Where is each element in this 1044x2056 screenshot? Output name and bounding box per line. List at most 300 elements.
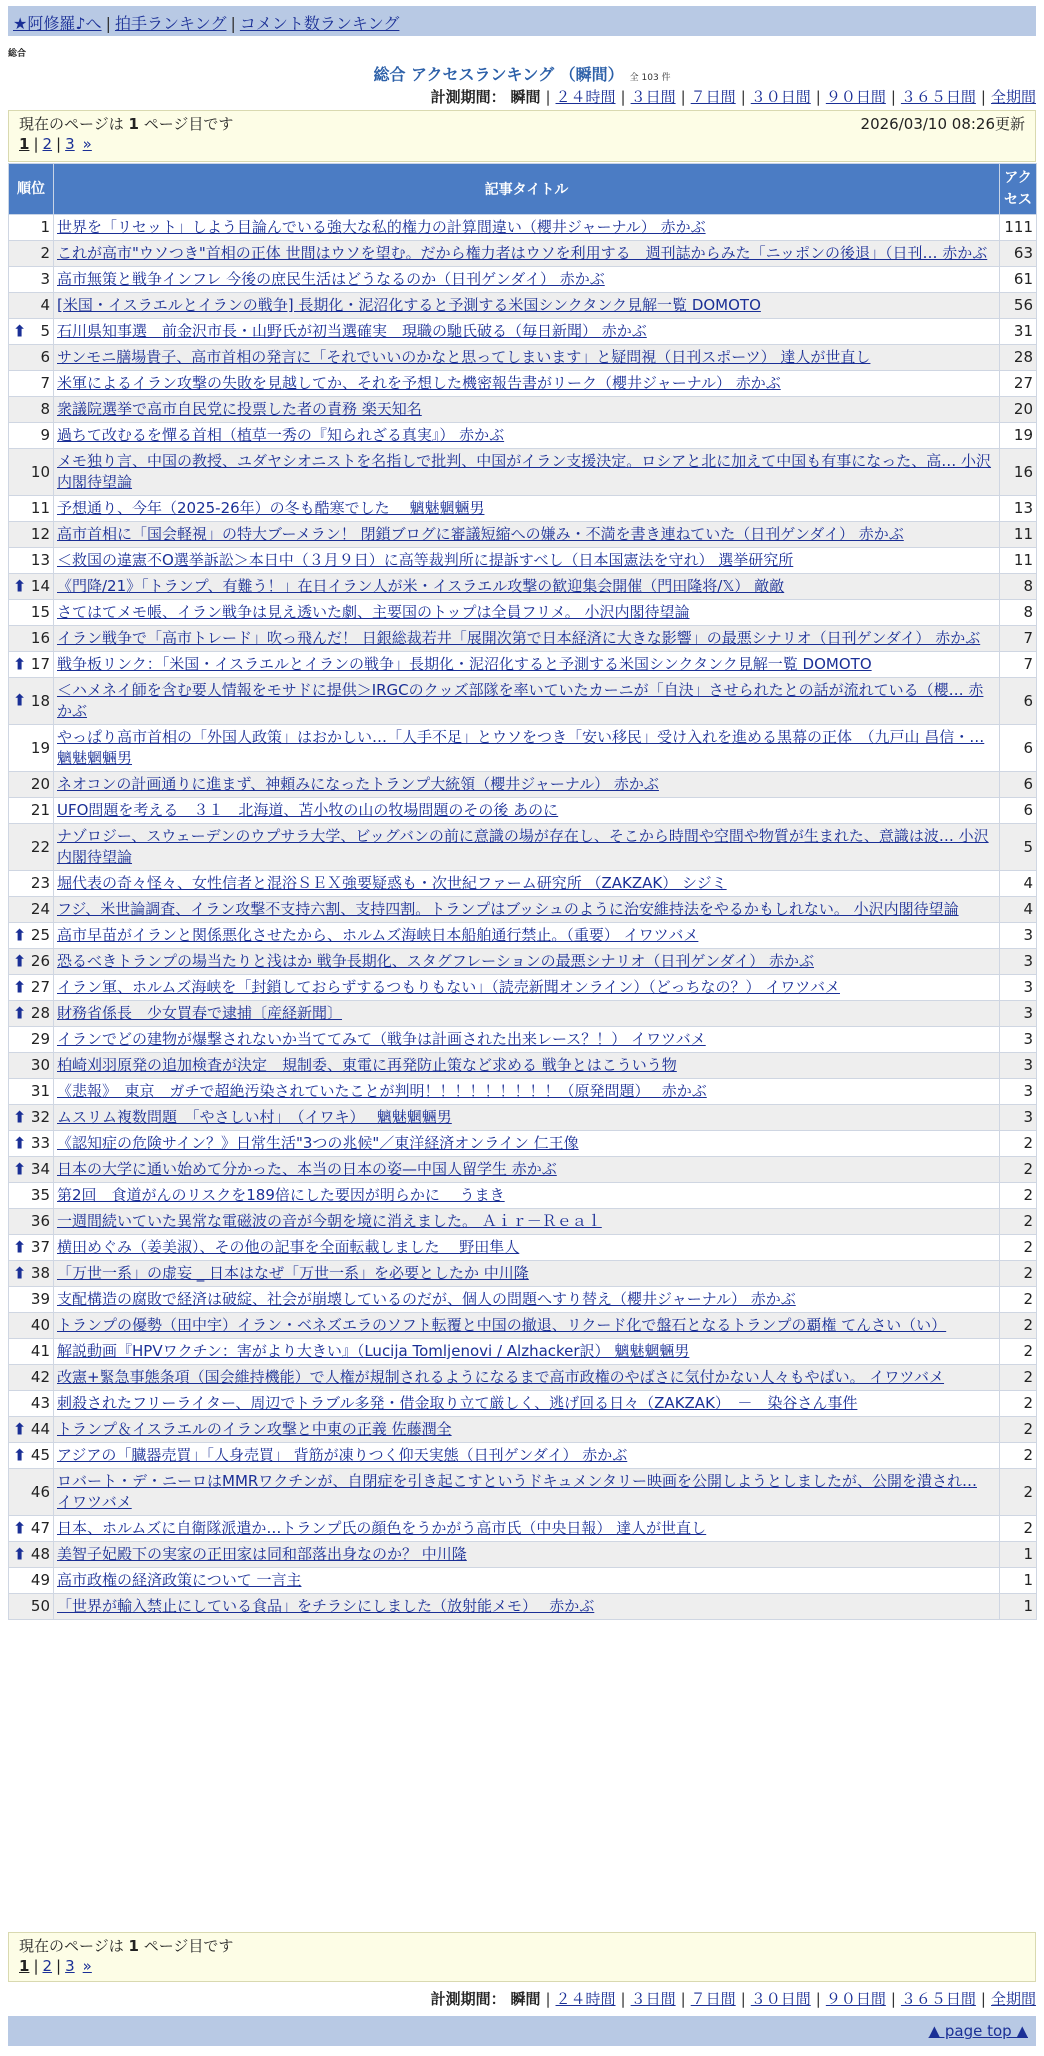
article-title-link[interactable]: 戦争板リンク：「米国・イスラエルとイランの戦争」長期化・泥沼化すると予測する米国シンクタンク見解一覧 DOMOTO <box>57 655 872 673</box>
table-row <box>9 923 1037 949</box>
rank-cell <box>9 1339 54 1365</box>
title-cell <box>54 1001 1000 1027</box>
access-count: 6 <box>1000 772 1037 798</box>
pager-next[interactable]: » <box>82 135 92 153</box>
header-title: 記事タイトル <box>54 164 1000 215</box>
access-count: 2 <box>1000 1417 1037 1443</box>
rank-cell <box>9 574 54 600</box>
title-cell <box>54 772 1000 798</box>
rank-cell <box>9 423 54 449</box>
rank-number: 2 <box>40 244 50 262</box>
table-row <box>9 1053 1037 1079</box>
article-title-link[interactable]: 高市無策と戦争インフレ 今後の庶民生活はどうなるのか（日刊ゲンダイ） 赤かぶ <box>57 270 605 288</box>
rank-number: 18 <box>30 691 50 710</box>
rank-number: 5 <box>40 322 50 340</box>
title-cell <box>54 678 1000 725</box>
access-count: 13 <box>1000 496 1037 522</box>
rank-number: 45 <box>30 1446 50 1464</box>
table-row <box>9 423 1037 449</box>
table-row <box>9 522 1037 548</box>
rank-number: 8 <box>40 400 50 418</box>
rank-number: 6 <box>40 348 50 366</box>
period-link-30d[interactable]: ３０日間 <box>750 1990 811 2008</box>
article-title-link[interactable]: 高市早苗がイランと関係悪化させたから、ホルムズ海峡日本船舶通行禁止。（重要） イワツバメ <box>57 926 699 944</box>
title-cell <box>54 1339 1000 1365</box>
access-count: 2 <box>1000 1516 1037 1542</box>
page-info-text-after: ページ目です <box>143 115 234 133</box>
article-title-link[interactable]: サンモニ膳場貴子、高市首相の発言に「それでいいのかなと思ってしまいます」と疑問視（日刊スポーツ） 達人が世直し <box>57 348 871 366</box>
rank-cell <box>9 798 54 824</box>
access-count: 1 <box>1000 1594 1037 1620</box>
title-cell <box>54 267 1000 293</box>
table-row <box>9 652 1037 678</box>
table-row <box>9 1209 1037 1235</box>
article-title-link[interactable]: イランでどの建物が爆撃されないか当ててみて（戦争は計画された出来レース？！） イワツバメ <box>57 1030 706 1048</box>
rank-number: 10 <box>30 462 50 481</box>
title-cell <box>54 824 1000 871</box>
rank-up-arrow-icon: ⬆ <box>13 976 27 996</box>
article-title-link[interactable]: 世界を「リセット」しよう目論んでいる強大な私的権力の計算間違い（櫻井ジャーナル） 赤かぶ <box>57 218 706 236</box>
access-count: 3 <box>1000 949 1037 975</box>
header-rank: 順位 <box>9 164 54 215</box>
rank-number: 44 <box>30 1420 50 1438</box>
access-count: 1 <box>1000 1568 1037 1594</box>
rank-up-arrow-icon: ⬆ <box>13 575 27 595</box>
table-row <box>9 1568 1037 1594</box>
article-title-link[interactable]: 過ちて改むるを憚る首相（植草一秀の『知られざる真実』） 赤かぶ <box>57 426 505 444</box>
title-cell <box>54 345 1000 371</box>
title-cell <box>54 423 1000 449</box>
page-top-link[interactable]: ▲ page top ▲ <box>928 2022 1028 2040</box>
access-count: 8 <box>1000 574 1037 600</box>
rank-cell <box>9 1105 54 1131</box>
title-cell <box>54 1105 1000 1131</box>
title-cell <box>54 1131 1000 1157</box>
table-row <box>9 1157 1037 1183</box>
article-title-link[interactable]: 財務省係長 少女買春で逮捕〔産経新聞〕 <box>57 1004 343 1022</box>
access-count: 7 <box>1000 652 1037 678</box>
period-link-7d[interactable]: ７日間 <box>690 88 736 106</box>
period-link-24h[interactable]: ２４時間 <box>555 1990 616 2008</box>
article-title-link[interactable]: 恐るべきトランプの場当たりと浅はか 戦争長期化、スタグフレーションの最悪シナリオ（日刊ゲンダイ） 赤かぶ <box>57 952 814 970</box>
rank-cell <box>9 1287 54 1313</box>
title-cell <box>54 949 1000 975</box>
table-row <box>9 267 1037 293</box>
updated-timestamp: 2026/03/10 08:26更新 <box>860 115 1025 133</box>
article-title-link[interactable]: 高市政権の経済政策について 一言主 <box>57 1571 302 1589</box>
rank-cell <box>9 397 54 423</box>
nav-separator: | <box>230 14 236 33</box>
rank-number: 33 <box>30 1134 50 1152</box>
article-title-link[interactable]: 衆議院選挙で高市自民党に投票した者の責務 楽天知名 <box>57 400 422 418</box>
rank-cell <box>9 1516 54 1542</box>
pager-next[interactable]: » <box>82 1957 92 1975</box>
article-title-link[interactable]: ロバート・デ・ニーロはMMRワクチンが、自閉症を引き起こすというドキュメンタリー映画を公開しようとしましたが、公開を潰され… イワツバメ <box>57 1472 977 1511</box>
table-row <box>9 1542 1037 1568</box>
period-link-365d[interactable]: ３６５日間 <box>900 1990 976 2008</box>
title-cell <box>54 319 1000 345</box>
rank-cell <box>9 1443 54 1469</box>
rank-number: 15 <box>30 603 50 621</box>
access-count: 2 <box>1000 1313 1037 1339</box>
title-cell <box>54 293 1000 319</box>
access-count: 3 <box>1000 923 1037 949</box>
article-title-link[interactable]: [米国・イスラエルとイランの戦争] 長期化・泥沼化すると予測する米国シンクタンク見解一覧 DOMOTO <box>57 296 761 314</box>
title-cell <box>54 449 1000 496</box>
period-link-3d[interactable]: ３日間 <box>630 88 676 106</box>
table-row <box>9 1105 1037 1131</box>
article-title-link[interactable]: イラン戦争で「高市トレード」吹っ飛んだ！ 日銀総裁若井「展開次第で日本経済に大きな影響」の最悪シナリオ（日刊ゲンダイ） 赤かぶ <box>57 629 981 647</box>
table-row <box>9 1443 1037 1469</box>
article-title-link[interactable]: トランプ＆イスラエルのイラン攻撃と中東の正義 佐藤潤全 <box>57 1420 452 1438</box>
page-info-row <box>19 1936 1025 1956</box>
rank-number: 46 <box>30 1482 50 1501</box>
rank-cell <box>9 371 54 397</box>
article-title-link[interactable]: ＜ハメネイ師を含む要人情報をモサドに提供＞IRGCのクッズ部隊を率いていたカーニが「自決」させられたとの話が流れている（櫻… 赤かぶ <box>57 681 984 720</box>
title-cell <box>54 1209 1000 1235</box>
access-count: 19 <box>1000 423 1037 449</box>
period-label: 計測期間： <box>430 1990 506 2008</box>
rank-up-arrow-icon: ⬆ <box>13 1158 27 1178</box>
rank-number: 22 <box>30 837 50 856</box>
title-cell <box>54 725 1000 772</box>
rank-number: 39 <box>30 1290 50 1308</box>
pager-link-3[interactable]: 3 <box>65 1957 75 1975</box>
rank-cell <box>9 522 54 548</box>
period-link-90d[interactable]: ９０日間 <box>825 1990 886 2008</box>
rank-cell <box>9 345 54 371</box>
rank-cell <box>9 1261 54 1287</box>
rank-number: 32 <box>30 1108 50 1126</box>
rank-cell <box>9 293 54 319</box>
rank-up-arrow-icon: ⬆ <box>13 653 27 673</box>
nav-link-asyura-home[interactable]: ★阿修羅♪へ <box>13 14 102 33</box>
article-title-link[interactable]: 「世界が輸入禁止にしている食品」をチラシにしました（放射能メモ） 赤かぶ <box>57 1597 595 1615</box>
rank-up-arrow-icon: ⬆ <box>13 690 27 710</box>
title-cell <box>54 652 1000 678</box>
pager-link-3[interactable]: 3 <box>65 135 75 153</box>
table-row <box>9 725 1037 772</box>
title-cell <box>54 600 1000 626</box>
rank-number: 21 <box>30 801 50 819</box>
period-link-30d[interactable]: ３０日間 <box>750 88 811 106</box>
page-info-text-after: ページ目です <box>143 1937 234 1955</box>
article-title-link[interactable]: イラン軍、ホルムズ海峡を「封鎖しておらずするつもりもない」（読売新聞オンライン）（どっちなの？） イワツバメ <box>57 978 840 996</box>
period-link-24h[interactable]: ２４時間 <box>555 88 616 106</box>
access-count: 2 <box>1000 1131 1037 1157</box>
rank-cell <box>9 1131 54 1157</box>
table-row <box>9 449 1037 496</box>
table-row <box>9 949 1037 975</box>
rank-number: 27 <box>30 978 50 996</box>
table-row <box>9 293 1037 319</box>
article-title-link[interactable]: 米軍によるイラン攻撃の失敗を見越してか、それを予想した機密報告書がリーク（櫻井ジャーナル） 赤かぶ <box>57 374 781 392</box>
article-title-link[interactable]: UFO問題を考える ３１ 北海道、苫小牧の山の牧場問題のその後 あのに <box>57 801 559 819</box>
article-title-link[interactable]: 堀代表の奇々怪々、女性信者と混浴ＳＥＸ強要疑惑も・次世紀ファーム研究所 （ZAKZAK） シジミ <box>57 874 727 892</box>
rank-cell <box>9 1365 54 1391</box>
access-count: 2 <box>1000 1391 1037 1417</box>
rank-up-arrow-icon: ⬆ <box>13 950 27 970</box>
rank-cell <box>9 1027 54 1053</box>
rank-cell <box>9 496 54 522</box>
article-title-link[interactable]: 日本、ホルムズに自衛隊派遣か…トランプ氏の顔色をうかがう高市氏（中央日報） 達人が世直し <box>57 1519 707 1537</box>
article-title-link[interactable]: 刺殺されたフリーライター、周辺でトラブル多発・借金取り立て厳しく、逃げ回る日々（ZAKZAK） － 染谷さん事件 <box>57 1394 858 1412</box>
page-info-text: 現在のページは <box>19 115 124 133</box>
access-count: 27 <box>1000 371 1037 397</box>
pager-bottom: 1 | 2 | 3 » <box>19 1957 92 1975</box>
rank-cell <box>9 319 54 345</box>
rank-cell <box>9 897 54 923</box>
rank-up-arrow-icon: ⬆ <box>13 1444 27 1464</box>
rank-cell <box>9 449 54 496</box>
rank-cell <box>9 215 54 241</box>
table-row <box>9 1516 1037 1542</box>
table-row <box>9 574 1037 600</box>
table-row <box>9 215 1037 241</box>
total-count: 全 103 件 <box>629 73 671 83</box>
article-title-link[interactable]: 高市首相に「国会軽視」の特大ブーメラン！ 閉鎖ブログに審議短縮への嫌み・不満を書き連ねていた（日刊ゲンダイ） 赤かぶ <box>57 525 904 543</box>
breadcrumb: 総合 <box>8 49 27 59</box>
rank-cell <box>9 772 54 798</box>
period-link-all[interactable]: 全期間 <box>990 88 1036 106</box>
access-count: 6 <box>1000 678 1037 725</box>
rank-number: 41 <box>30 1342 50 1360</box>
title-cell <box>54 1568 1000 1594</box>
nav-link-comment-ranking[interactable]: コメント数ランキング <box>239 14 400 33</box>
access-count: 11 <box>1000 522 1037 548</box>
table-row <box>9 397 1037 423</box>
rank-cell <box>9 678 54 725</box>
period-link-7d[interactable]: ７日間 <box>690 1990 736 2008</box>
article-title-link[interactable]: 柏崎刈羽原発の追加検査が決定 規制委、東電に再発防止策など求める 戦争とはこういう物 <box>57 1056 677 1074</box>
title-cell <box>54 1313 1000 1339</box>
table-row <box>9 371 1037 397</box>
access-count: 31 <box>1000 319 1037 345</box>
rank-cell <box>9 923 54 949</box>
title-cell <box>54 1183 1000 1209</box>
rank-cell <box>9 975 54 1001</box>
page-info-bottom <box>8 1932 1036 1982</box>
access-count: 3 <box>1000 1105 1037 1131</box>
article-title-link[interactable]: 美智子妃殿下の実家の正田家は同和部落出身なのか？ 中川隆 <box>57 1545 467 1563</box>
title-cell <box>54 1079 1000 1105</box>
title-cell <box>54 1516 1000 1542</box>
article-title-link[interactable]: 《悲報》 東京 ガチで超絶汚染されていたことが判明！！！！！！！！！（原発問題） 赤かぶ <box>57 1082 707 1100</box>
rank-number: 40 <box>30 1316 50 1334</box>
article-title-link[interactable]: ムスリム複数問題 「やさしい村」 （イワキ） 魑魅魍魎男 <box>57 1108 452 1126</box>
rank-number: 38 <box>30 1264 50 1282</box>
access-count: 3 <box>1000 975 1037 1001</box>
rank-number: 7 <box>40 374 50 392</box>
title-cell <box>54 1027 1000 1053</box>
table-row <box>9 241 1037 267</box>
rank-number: 9 <box>40 426 50 444</box>
title-cell <box>54 1053 1000 1079</box>
title-cell <box>54 1594 1000 1620</box>
table-row <box>9 772 1037 798</box>
period-current: 瞬間 <box>510 1990 541 2008</box>
rank-cell <box>9 871 54 897</box>
table-row <box>9 600 1037 626</box>
article-title-link[interactable]: 予想通り、今年（2025-26年）の冬も酷寒でした 魑魅魍魎男 <box>57 499 485 517</box>
access-count: 2 <box>1000 1443 1037 1469</box>
title-cell <box>54 496 1000 522</box>
table-row <box>9 626 1037 652</box>
rank-cell <box>9 1417 54 1443</box>
rank-cell <box>9 949 54 975</box>
rank-up-arrow-icon: ⬆ <box>13 924 27 944</box>
title-cell <box>54 871 1000 897</box>
title-cell <box>54 1287 1000 1313</box>
rank-cell <box>9 1594 54 1620</box>
rank-number: 23 <box>30 874 50 892</box>
rank-number: 17 <box>30 655 50 673</box>
table-header-row <box>9 164 1037 215</box>
access-count: 5 <box>1000 824 1037 871</box>
rank-cell <box>9 1542 54 1568</box>
rank-number: 31 <box>30 1082 50 1100</box>
period-link-90d[interactable]: ９０日間 <box>825 88 886 106</box>
rank-up-arrow-icon: ⬆ <box>13 1262 27 1282</box>
access-count: 2 <box>1000 1287 1037 1313</box>
rank-number: 19 <box>30 738 50 757</box>
rank-number: 37 <box>30 1238 50 1256</box>
pager-top: 1 | 2 | 3 » <box>19 135 92 153</box>
article-title-link[interactable]: 《認知症の危険サイン？》日常生活"3つの兆候"／東洋経済オンライン 仁王像 <box>57 1134 579 1152</box>
table-row <box>9 678 1037 725</box>
rank-number: 4 <box>40 296 50 314</box>
table-row <box>9 1365 1037 1391</box>
rank-up-arrow-icon: ⬆ <box>13 1002 27 1022</box>
pager-link-2[interactable]: 2 <box>42 135 53 153</box>
access-count: 2 <box>1000 1183 1037 1209</box>
access-count: 6 <box>1000 725 1037 772</box>
period-selector-top: 計測期間： 瞬間 | ２４時間 | ３日間 | ７日間 | ３０日間 | ９０日間 | ３６５日間 | 全期間 <box>430 88 1036 106</box>
rank-cell <box>9 1079 54 1105</box>
top-nav-bar <box>8 6 1036 36</box>
article-title-link[interactable]: 《門降/21》「トランプ、有難う！」在日イラン人が米・イスラエル攻撃の歓迎集会開催（門田隆将/𝕏） 敵敵 <box>57 577 785 595</box>
title-cell <box>54 1391 1000 1417</box>
title-cell <box>54 397 1000 423</box>
article-title-link[interactable]: ナゾロジー、スウェーデンのウプサラ大学、ビッグバンの前に意識の場が存在し、そこから時間や空間や物質が生まれた、意識は波… 小沢内閣待望論 <box>57 827 989 866</box>
article-title-link[interactable]: アジアの「臓器売買」「人身売買」 背筋が凍りつく仰天実態（日刊ゲンダイ） 赤かぶ <box>57 1446 628 1464</box>
article-title-link[interactable]: ＜救国の違憲不O選挙訴訟＞本日中（３月９日）に高等裁判所に提訴すべし（日本国憲法を守れ） 選挙研究所 <box>57 551 794 569</box>
nav-link-applause-ranking[interactable]: 拍手ランキング <box>114 14 227 33</box>
rank-number: 14 <box>30 577 50 595</box>
pager-link-2[interactable]: 2 <box>42 1957 53 1975</box>
article-title-link[interactable]: フジ、米世論調査、イラン攻撃不支持六割、支持四割。トランプはブッシュのように治安維持法をやるかもしれない。 小沢内閣待望論 <box>57 900 959 918</box>
pager-current: 1 <box>19 1957 30 1975</box>
period-link-3d[interactable]: ３日間 <box>630 1990 676 2008</box>
rank-number: 35 <box>30 1186 50 1204</box>
access-count: 1 <box>1000 1542 1037 1568</box>
table-row <box>9 1313 1037 1339</box>
rank-cell <box>9 626 54 652</box>
article-title-link[interactable]: 「万世一系」の虚妄 _ 日本はなぜ「万世一系」を必要としたか 中川隆 <box>57 1264 529 1282</box>
rank-number: 16 <box>30 629 50 647</box>
access-count: 2 <box>1000 1261 1037 1287</box>
header-access: アクセス <box>1000 164 1037 215</box>
rank-cell <box>9 1053 54 1079</box>
rank-number: 42 <box>30 1368 50 1386</box>
article-title-link[interactable]: 一週間続いていた異常な電磁波の音が今朝を境に消えました。 Ａｉｒ－Ｒｅａｌ <box>57 1212 602 1230</box>
rank-cell <box>9 1469 54 1516</box>
rank-cell <box>9 824 54 871</box>
rank-up-arrow-icon: ⬆ <box>13 1236 27 1256</box>
access-count: 2 <box>1000 1209 1037 1235</box>
ranking-table <box>8 163 1037 1620</box>
table-row <box>9 1183 1037 1209</box>
access-count: 2 <box>1000 1157 1037 1183</box>
access-count: 28 <box>1000 345 1037 371</box>
article-title-link[interactable]: 支配構造の腐敗で経済は破綻、社会が崩壊しているのだが、個人の問題へすり替え（櫻井ジャーナル） 赤かぶ <box>57 1290 796 1308</box>
access-count: 16 <box>1000 449 1037 496</box>
period-link-all[interactable]: 全期間 <box>990 1990 1036 2008</box>
article-title-link[interactable]: ネオコンの計画通りに進まず、神頼みになったトランプ大統領（櫻井ジャーナル） 赤かぶ <box>57 775 659 793</box>
page-info-text: 現在のページは <box>19 1937 124 1955</box>
page-title: 総合 アクセスランキング （瞬間） <box>373 65 624 84</box>
article-title-link[interactable]: やっぱり高市首相の「外国人政策」はおかしい…「人手不足」とウソをつき「安い移民」受け入れを進める黒幕の正体 （九戸山 昌信・… 魑魅魍魎男 <box>57 728 985 767</box>
title-cell <box>54 1261 1000 1287</box>
article-title-link[interactable]: メモ独り言、中国の教授、ユダヤシオニストを名指しで批判、中国がイラン支援決定。ロシアと北に加えて中国も有事になった、高… 小沢内閣待望論 <box>57 452 992 491</box>
article-title-link[interactable]: さてはてメモ帳、イラン戦争は見え透いた劇、主要国のトップは全員フリメ。 小沢内閣待望論 <box>57 603 690 621</box>
title-cell <box>54 975 1000 1001</box>
rank-up-arrow-icon: ⬆ <box>13 1517 27 1537</box>
access-count: 2 <box>1000 1365 1037 1391</box>
table-row <box>9 319 1037 345</box>
rank-up-arrow-icon: ⬆ <box>13 1543 27 1563</box>
rank-number: 26 <box>30 952 50 970</box>
article-title-link[interactable]: 第2回 食道がんのリスクを189倍にした要因が明らかに うまき <box>57 1186 505 1204</box>
rank-number: 47 <box>30 1519 50 1537</box>
rank-cell <box>9 1001 54 1027</box>
table-row <box>9 1131 1037 1157</box>
table-row <box>9 1391 1037 1417</box>
article-title-link[interactable]: トランプの優勢（田中宇）イラン・ベネズエラのソフト転覆と中国の撤退、リクード化で盤石となるトランプの覇権 てんさい（い） <box>57 1316 947 1334</box>
access-count: 3 <box>1000 1001 1037 1027</box>
rank-number: 20 <box>30 775 50 793</box>
table-row <box>9 798 1037 824</box>
table-row <box>9 1027 1037 1053</box>
article-title-link[interactable]: これが高市"ウソつき"首相の正体 世間はウソを望む。だから権力者はウソを利用する 週刊誌からみた「ニッポンの後退」（日刊… 赤かぶ <box>57 244 988 262</box>
period-label: 計測期間： <box>430 88 506 106</box>
rank-number: 1 <box>40 218 50 236</box>
title-cell <box>54 626 1000 652</box>
rank-number: 36 <box>30 1212 50 1230</box>
table-row <box>9 1261 1037 1287</box>
access-count: 63 <box>1000 241 1037 267</box>
table-row <box>9 345 1037 371</box>
article-title-link[interactable]: 解説動画『HPVワクチン：害がより大きい』（Lucija Tomljenovi / Alzhacker訳） 魑魅魍魎男 <box>57 1342 690 1360</box>
title-cell <box>54 522 1000 548</box>
table-row <box>9 1001 1037 1027</box>
rank-up-arrow-icon: ⬆ <box>13 1132 27 1152</box>
rank-number: 49 <box>30 1571 50 1589</box>
rank-up-arrow-icon: ⬆ <box>13 320 27 340</box>
access-count: 11 <box>1000 548 1037 574</box>
access-count: 6 <box>1000 798 1037 824</box>
article-title-link[interactable]: 改憲+緊急事態条項（国会維持機能）で人権が規制されるようになるまで高市政権のやばさに気付かない人々もやばい。 イワツバメ <box>57 1368 945 1386</box>
article-title-link[interactable]: 横田めぐみ（姜美淑）、その他の記事を全面転載しました 野田隼人 <box>57 1238 520 1256</box>
access-count: 8 <box>1000 600 1037 626</box>
rank-cell <box>9 267 54 293</box>
article-title-link[interactable]: 石川県知事選 前金沢市長・山野氏が初当選確実 現職の馳氏破る（毎日新聞） 赤かぶ <box>57 322 647 340</box>
page-info-top <box>8 110 1036 162</box>
article-title-link[interactable]: 日本の大学に通い始めて分かった、本当の日本の姿—中国人留学生 赤かぶ <box>57 1160 557 1178</box>
rank-number: 12 <box>30 525 50 543</box>
title-cell <box>54 241 1000 267</box>
period-link-365d[interactable]: ３６５日間 <box>900 88 976 106</box>
